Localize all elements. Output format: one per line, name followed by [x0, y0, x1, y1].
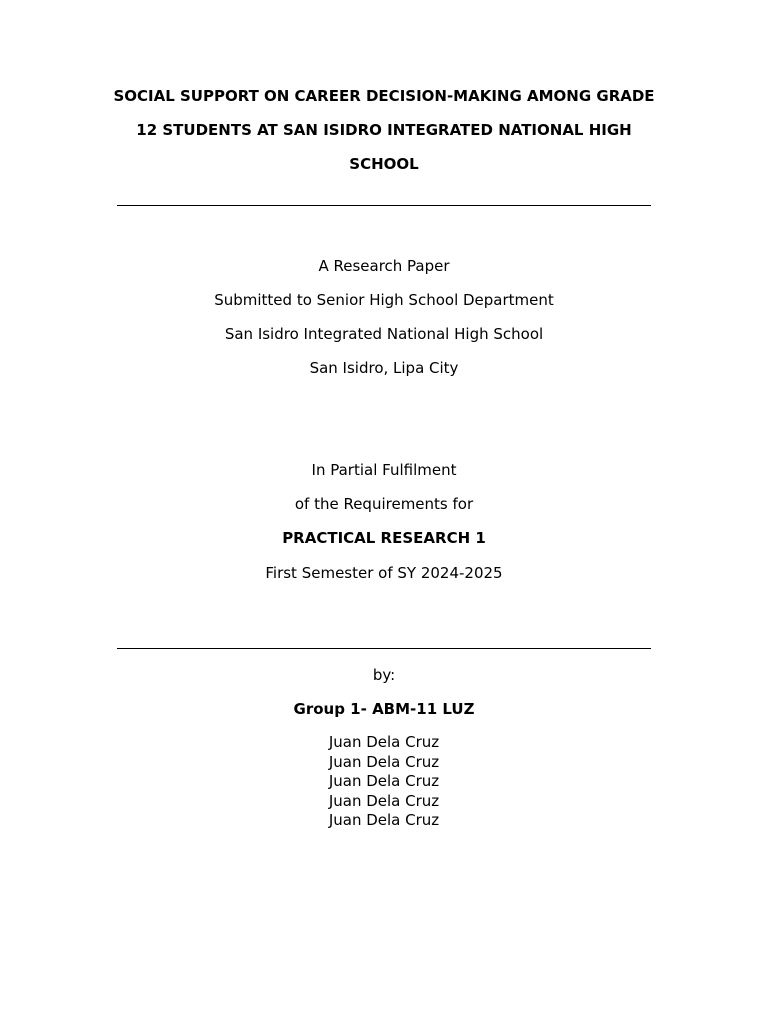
title-line-2: 12 STUDENTS AT SAN ISIDRO INTEGRATED NATIONAL HIGH	[136, 121, 632, 139]
author-name: Juan Dela Cruz	[328, 811, 440, 829]
author-name: Juan Dela Cruz	[328, 752, 440, 771]
school-location: San Isidro, Lipa City	[309, 359, 459, 377]
author-name: Juan Dela Cruz	[328, 772, 440, 790]
author-name: Juan Dela Cruz	[328, 733, 440, 751]
submitted-to: Submitted to Senior High School Department	[214, 291, 554, 309]
fulfilment-line-1: In Partial Fulfilment	[311, 461, 457, 479]
term: First Semester of SY 2024-2025	[265, 564, 503, 582]
title-line-1: SOCIAL SUPPORT ON CAREER DECISION-MAKING AMONG GRADE	[113, 87, 655, 105]
by-label: by:	[372, 666, 396, 684]
divider-top	[117, 205, 651, 206]
author-list	[0, 733, 768, 831]
course-name: PRACTICAL RESEARCH 1	[282, 529, 486, 547]
author-name: Juan Dela Cruz	[328, 791, 440, 810]
school-name: San Isidro Integrated National High School	[224, 325, 544, 343]
paper-type: A Research Paper	[318, 257, 450, 275]
group-name: Group 1- ABM-11 LUZ	[293, 700, 475, 718]
fulfilment-line-2: of the Requirements for	[294, 495, 474, 513]
title-line-3: SCHOOL	[349, 155, 419, 173]
divider-bottom	[117, 648, 651, 649]
